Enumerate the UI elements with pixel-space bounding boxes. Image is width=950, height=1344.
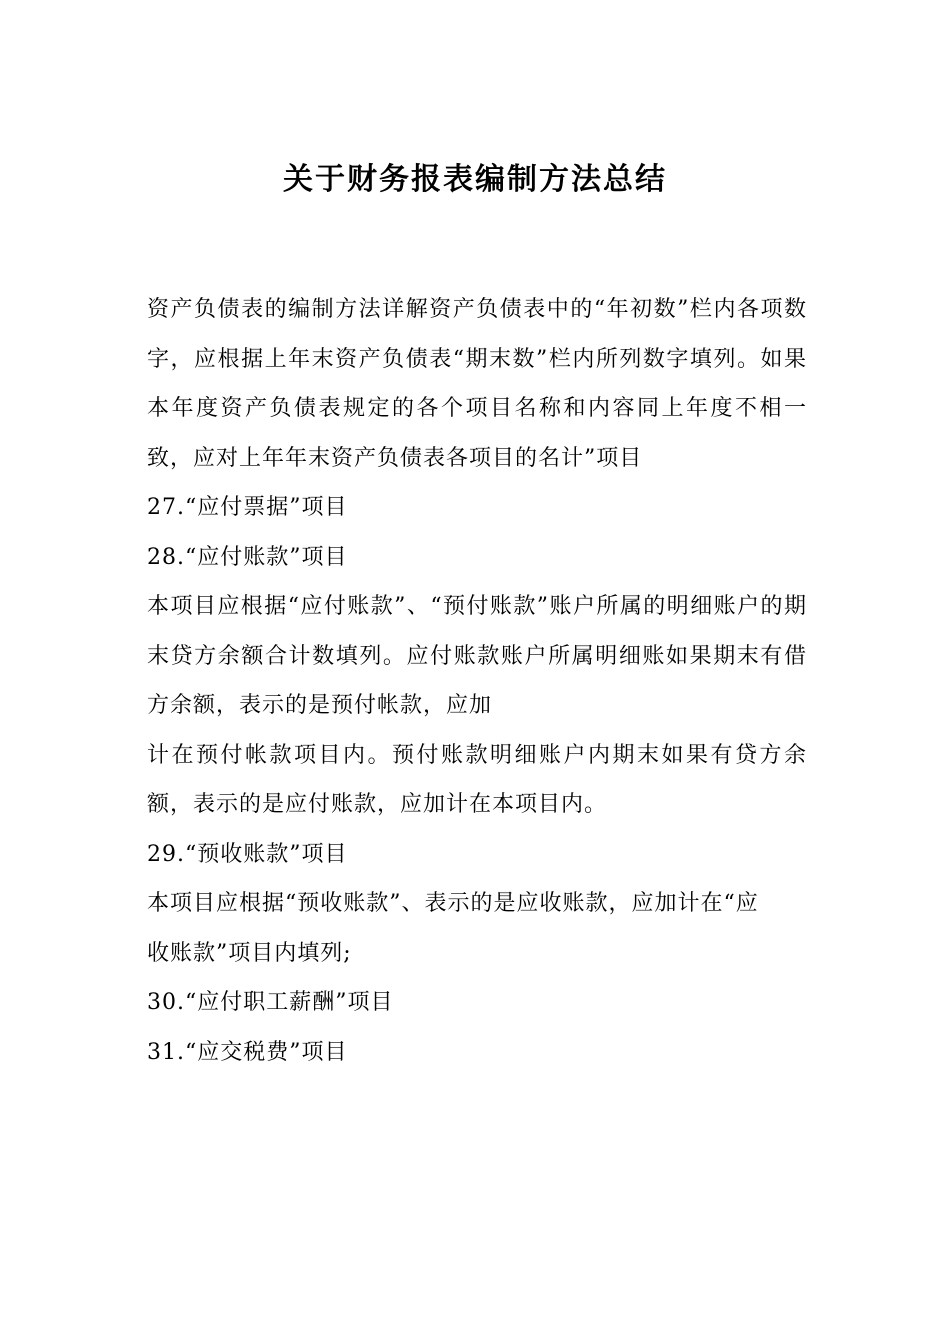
item-30-heading: 30.“应付职工薪酬”项目 [147, 990, 394, 1015]
item-29-heading: 29.“预收账款”项目 [147, 841, 348, 867]
paragraph-advance-receipts-cont: 收账款”项目内填列; [147, 940, 352, 966]
paragraph-accounts-payable-cont: 计在预付帐款项目内。预付账款明细账户内期末如果有贷方余额，表示的是应付账款，应加计在本项目内。 [147, 742, 807, 817]
paragraph-intro: 资产负债表的编制方法详解资产负债表中的“年初数”栏内各项数字，应根据上年末资产负债表“期末数”栏内所列数字填列。如果本年度资产负债表规定的各个项目名称和内容同上年度不相一致，应对上年年末资产负债表各项目的名计”项目 [147, 297, 807, 471]
item-27-heading: 27.“应付票据”项目 [147, 495, 348, 520]
item-31-heading: 31.“应交税费”项目 [147, 1039, 348, 1065]
document-title: 关于财务报表编制方法总结 [283, 162, 667, 197]
document-body [147, 285, 807, 1077]
item-28-heading: 28.“应付账款”项目 [147, 544, 348, 570]
paragraph-advance-receipts: 本项目应根据“预收账款”、表示的是应收账款，应加计在“应 [147, 891, 759, 916]
paragraph-accounts-payable: 本项目应根据“应付账款”、“预付账款”账户所属的明细账户的期末贷方余额合计数填列。应付账款账户所属明细账如果期末有借方余额，表示的是预付帐款，应加 [147, 594, 807, 718]
